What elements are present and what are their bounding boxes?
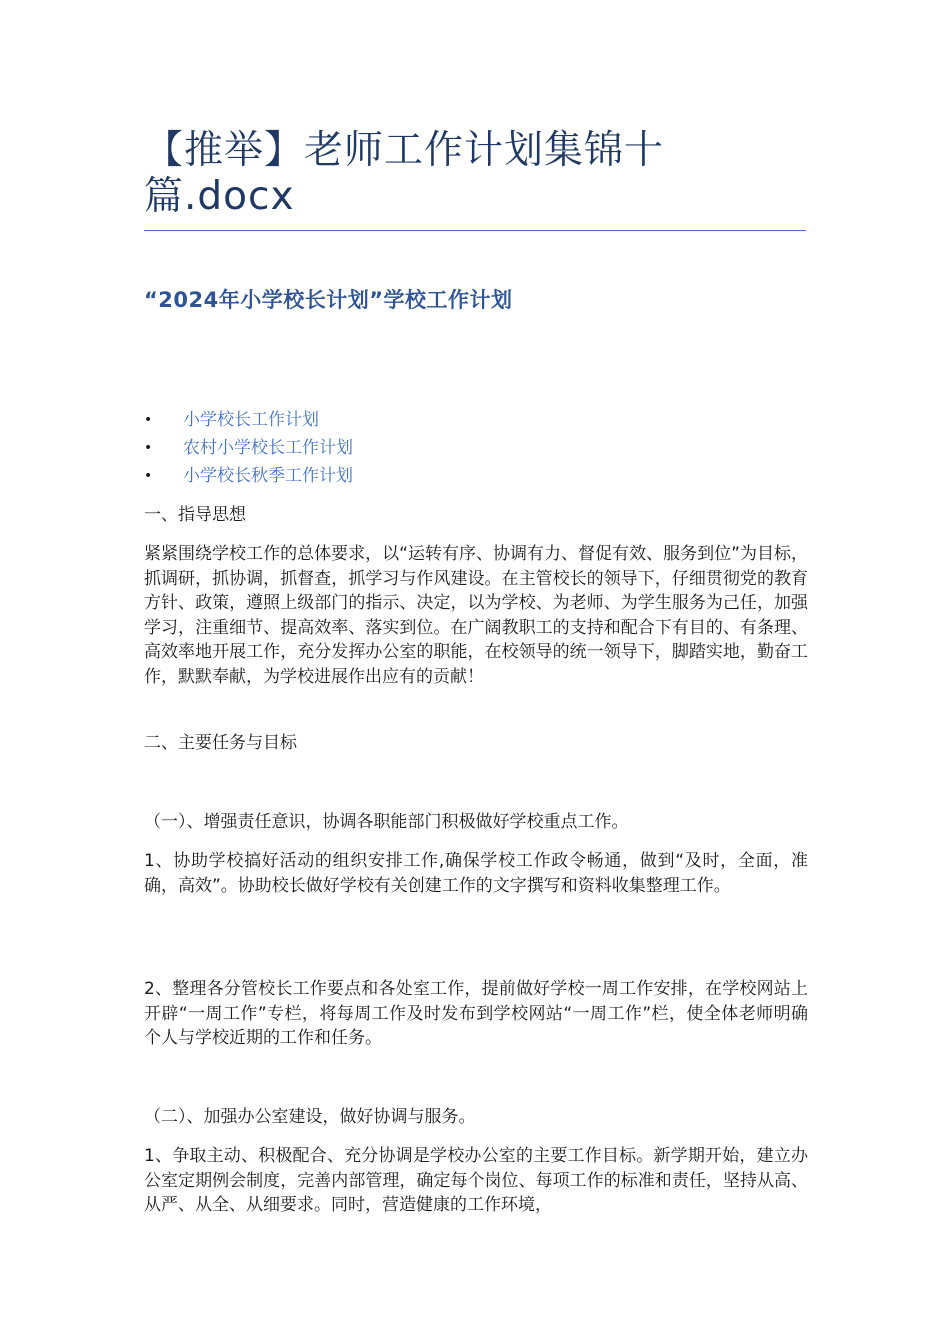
bullet-icon: • [144, 468, 153, 484]
toc-link-2[interactable]: 农村小学校长工作计划 [183, 438, 353, 458]
paragraph-task-2: 2、整理各分管校长工作要点和各处室工作，提前做好学校一周工作安排，在学校网站上开辟“一周工作”专栏，将每周工作及时发布到学校网站“一周工作”栏，使全体老师明确个人与学校近期的工作和任务。 [144, 979, 808, 1049]
subheading-responsibility: （一）、增强责任意识，协调各职能部门积极做好学校重点工作。 [144, 812, 629, 832]
document-title-line-2: 篇.docx [144, 174, 295, 219]
document-title-line-1: 【推举】老师工作计划集锦十 [144, 128, 665, 173]
subheading-office-building: （二）、加强办公室建设，做好协调与服务。 [144, 1107, 476, 1127]
toc-link-3[interactable]: 小学校长秋季工作计划 [183, 466, 353, 486]
paragraph-office-1: 1、争取主动、积极配合、充分协调是学校办公室的主要工作目标。新学期开始，建立办公室定期例会制度，完善内部管理，确定每个岗位、每项工作的标准和责任，坚持从高、从严、从全、从细要求。同时，营造健康的工作环境， [144, 1146, 808, 1216]
section-subtitle: “2024年小学校长计划”学校工作计划 [144, 288, 513, 312]
bullet-icon: • [144, 412, 153, 428]
bullet-icon: • [144, 440, 153, 456]
title-divider [144, 230, 806, 231]
toc-link-1[interactable]: 小学校长工作计划 [183, 410, 319, 430]
heading-guiding-ideology: 一、指导思想 [144, 505, 246, 525]
document-title [144, 128, 744, 220]
heading-main-tasks: 二、主要任务与目标 [144, 733, 297, 753]
paragraph-task-1: 1、协助学校搞好活动的组织安排工作,确保学校工作政令畅通，做到“及时，全面，准确，高效”。协助校长做好学校有关创建工作的文字撰写和资料收集整理工作。 [144, 851, 808, 896]
paragraph-guiding-ideology: 紧紧围绕学校工作的总体要求，以“运转有序、协调有力、督促有效、服务到位”为目标，抓调研，抓协调，抓督查，抓学习与作风建设。在主管校长的领导下，仔细贯彻党的教育方针、政策，遵照上级部门的指示、决定，以为学校、为老师、为学生服务为己任，加强学习，注重细节、提高效率、落实到位。在广阔教职工的支持和配合下有目的、有条理、高效率地开展工作，充分发挥办公室的职能，在校领导的统一领导下，脚踏实地，勤奋工作，默默奉献，为学校进展作出应有的贡献！ [144, 544, 808, 687]
